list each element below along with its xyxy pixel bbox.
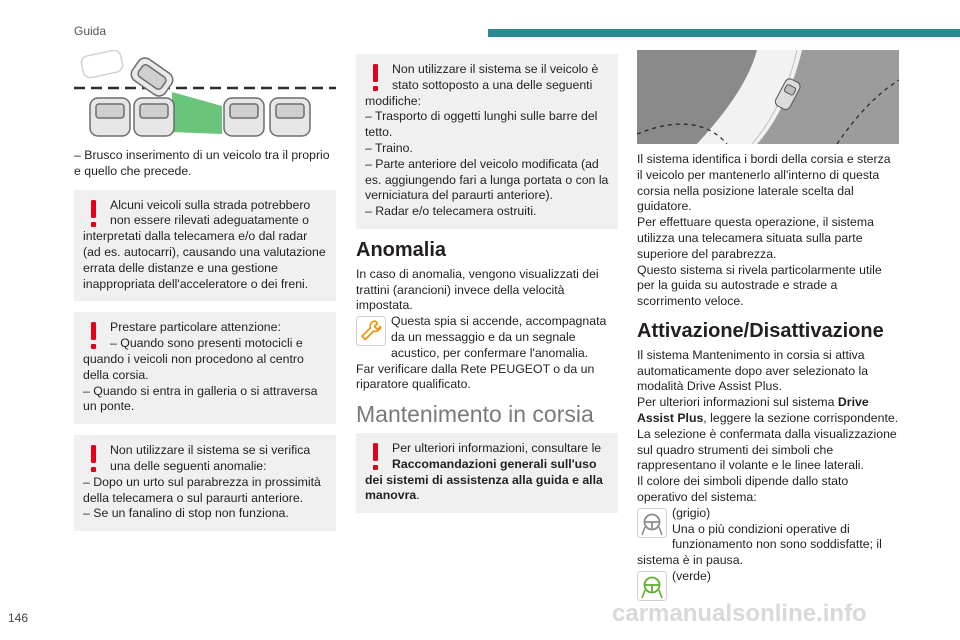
paragraph: Questo sistema si rivela particolarmente utile per la guida su autostrade e strade a scorrimento veloce.: [637, 262, 882, 309]
paragraph: Il sistema Mantenimento in corsia si attiva automaticamente dopo aver selezionato la modalità Drive Assist Plus.: [637, 347, 869, 394]
paragraph: Il sistema identifica i bordi della corsia e sterza il veicolo per mantenerlo all'interno di questa corsia nella posizione laterale scelta dal guidatore.: [637, 152, 891, 214]
paragraph: Questa spia si accende, accompagnata da un messaggio e da un segnale acustico, per confermare l'anomalia.: [391, 314, 607, 360]
paragraph: La selezione è confermata dalla visualizzazione sul quadro strumenti dei simboli che rappresentano il volante e le linee laterali.: [637, 426, 897, 473]
warning-text: – Quando sono presenti motocicli e quando i veicoli non procedono al centro della corsia.: [83, 336, 304, 382]
warning-text: – Trasporto di oggetti lunghi sulle barre del tetto.: [365, 109, 598, 140]
paragraph: Far verificare dalla Rete PEUGEOT o da un riparatore qualificato.: [356, 361, 595, 392]
section-title-anomalia: Anomalia: [356, 238, 447, 261]
warning-exclamation-icon: [83, 199, 104, 229]
paragraph: [637, 395, 899, 427]
warning-text: Prestare particolare attenzione:: [110, 320, 281, 335]
warning-exclamation-icon: [83, 321, 104, 351]
status-desc: Una o più condizioni operative di funzionamento non sono soddisfatte; il sistema è in pausa.: [637, 521, 882, 568]
warning-text: Non utilizzare il sistema se si verifica una delle seguenti anomalie:: [110, 443, 311, 473]
wrench-warning-icon: [356, 316, 386, 351]
paragraph-text: Per ulteriori informazioni sul sistema: [637, 395, 838, 410]
paragraph-text: , leggere la sezione corrispondente.: [703, 410, 899, 425]
paragraph: Per effettuare questa operazione, il sistema utilizza una telecamera situata sulla parte superiore del parabrezza.: [637, 215, 874, 261]
warning-box: [356, 54, 618, 229]
section-title-attivazione: Attivazione/Disattivazione: [637, 319, 884, 342]
warning-lamp-row: [356, 314, 618, 361]
paragraph-bold: Drive Assist Plus: [637, 395, 869, 425]
status-grey-row: [637, 506, 899, 569]
warning-text: – Se un fanalino di stop non funziona.: [83, 506, 289, 521]
warning-text: – Quando si entra in galleria o si attraversa un ponte.: [83, 383, 318, 414]
status-label: (verde): [672, 568, 711, 583]
warning-exclamation-icon: [83, 444, 104, 474]
note-box: [356, 433, 618, 513]
column-1: [74, 50, 336, 542]
warning-exclamation-icon: [365, 63, 386, 93]
warning-box: [74, 312, 336, 424]
warning-text: Alcuni veicoli sulla strada potrebbero non essere rilevati adeguatamente o interpretati dalla telecamera e/o dal radar (ad es. autocarri), causando una valutazione errata delle distanze e una gestione inappropriata dell'acceleratore o dei freni.: [83, 197, 326, 291]
lane-keep-grey-icon: [637, 508, 667, 543]
warning-text: – Parte anteriore del veicolo modificata (ad es. aggiungendo fari a lunga portata o con la verniciatura del paraurti anteriore).: [365, 156, 609, 203]
watermark: carmanualsonline.info: [612, 600, 867, 627]
warning-text: Non utilizzare il sistema se il veicolo è stato sottoposto a una delle seguenti modifiche:: [365, 62, 599, 108]
column-2: [356, 54, 618, 524]
section-title-mantenimento: Mantenimento in corsia: [356, 401, 594, 428]
header-accent-bar: [488, 29, 960, 37]
dash-item: – Brusco inserimento di un veicolo tra il proprio e quello che precede.: [74, 148, 330, 178]
note-text: .: [416, 488, 420, 503]
paragraph: Il colore dei simboli dipende dallo stato operativo del sistema:: [637, 474, 849, 504]
note-link-text: Raccomandazioni generali sull'uso dei sistemi di assistenza alla guida e alla manovra: [365, 456, 603, 503]
running-header: Guida: [74, 24, 107, 38]
note-text: Per ulteriori informazioni, consultare le: [392, 440, 602, 455]
warning-exclamation-icon: [365, 442, 386, 472]
warning-text: – Radar e/o telecamera ostruiti.: [365, 204, 537, 219]
warning-box: [74, 435, 336, 531]
lane-keeping-illustration: [637, 50, 899, 144]
warning-text: – Dopo un urto sul parabrezza in prossimità della telecamera o sul paraurti anteriore.: [83, 474, 321, 505]
paragraph: In caso di anomalia, vengono visualizzati dei trattini (arancioni) invece della velocità impostata.: [356, 266, 599, 313]
status-label: (grigio): [672, 505, 711, 520]
warning-text: – Traino.: [365, 140, 413, 155]
adaptive-cruise-illustration: [74, 50, 336, 140]
column-3: [637, 50, 899, 606]
page-number: 146: [8, 611, 29, 625]
warning-box: [74, 190, 336, 302]
